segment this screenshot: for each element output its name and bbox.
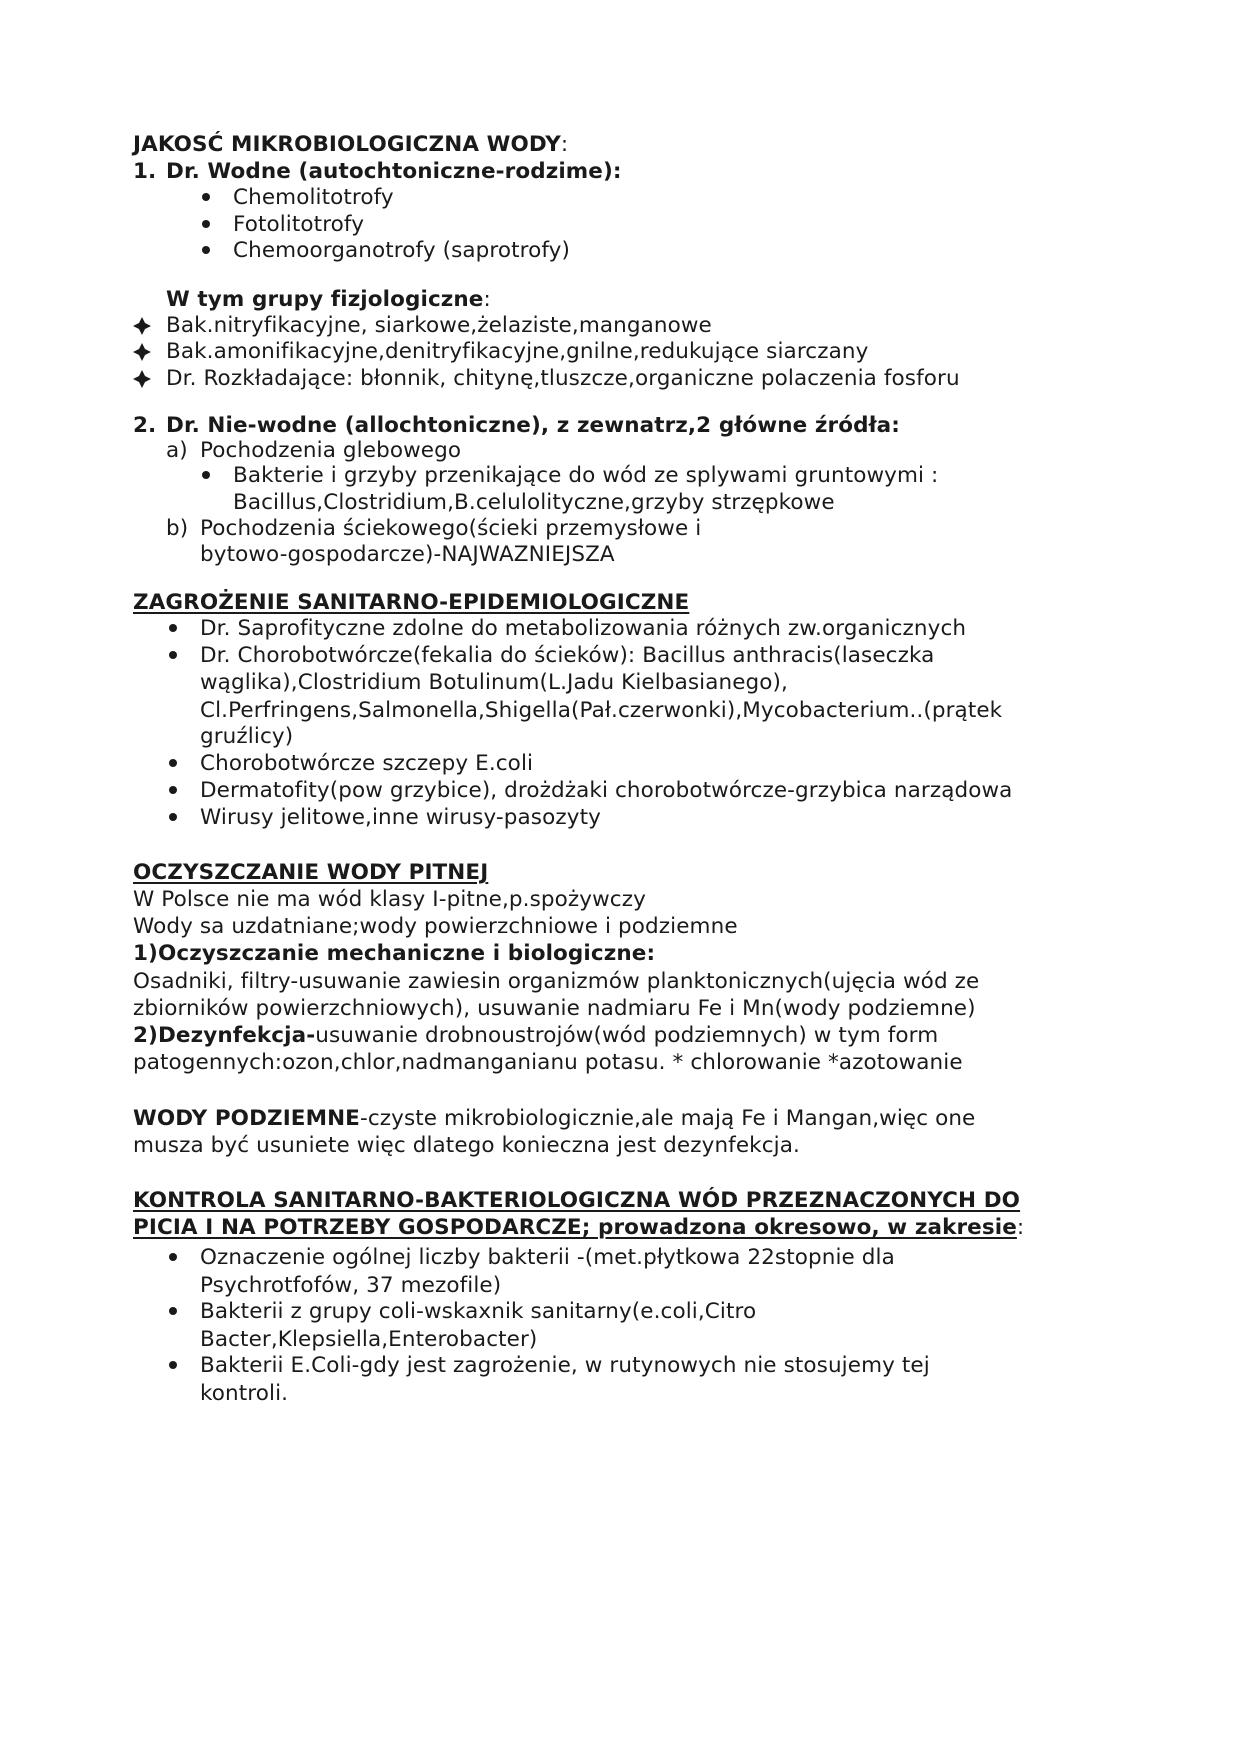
section-2-number: 2. <box>133 413 157 438</box>
list-item-continuation: kontroli. <box>200 1381 289 1406</box>
groups-heading-text: W tym grupy fizjologiczne <box>166 287 484 312</box>
bullet-icon <box>169 1361 177 1369</box>
list-item: Bakterie i grzyby przenikające do wód ze splywami gruntowymi : <box>233 463 939 488</box>
title-colon: : <box>560 132 569 157</box>
groundwater-line <box>133 1104 975 1134</box>
paragraph-line: patogennych:ozon,chlor,nadmanganianu potasu. * chlorowanie *azotowanie <box>133 1050 963 1075</box>
bullet-icon <box>169 813 177 821</box>
list-item-continuation: Cl.Perfringens,Salmonella,Shigella(Pał.czerwonki),Mycobacterium..(prątek <box>200 698 1003 723</box>
paragraph-line: zbiorników powierzchniowych), usuwanie nadmiaru Fe i Mn(wody podziemne) <box>133 996 976 1021</box>
paragraph-line: musza być usuniete więc dlatego konieczna jest dezynfekcja. <box>133 1133 800 1158</box>
step-2-line <box>133 1021 938 1051</box>
bullet-icon <box>202 246 210 254</box>
list-item: Dr. Chorobotwórcze(fekalia do ścieków): Bacillus anthracis(laseczka <box>200 643 935 668</box>
diamond-bullet-icon <box>133 370 151 388</box>
list-item: Wirusy jelitowe,inne wirusy-pasozyty <box>200 805 601 830</box>
sublist-label: b) <box>166 516 189 541</box>
bullet-icon <box>202 193 210 201</box>
step-2-text: usuwanie drobnoustrojów(wód podziemnych) w tym form <box>315 1023 939 1048</box>
list-item: Dr. Rozkładające: błonnik, chitynę,tluszcze,organiczne polaczenia fosforu <box>166 366 960 391</box>
bullet-icon <box>202 471 210 479</box>
groups-heading-colon: : <box>483 287 491 312</box>
document-title <box>133 130 568 160</box>
groundwater-text: -czyste mikrobiologicznie,ale mają Fe i Mangan,więc one <box>359 1106 976 1131</box>
bullet-icon <box>169 759 177 767</box>
list-item: Dermatofity(pow grzybice), drożdżaki chorobotwórcze-grzybica narządowa <box>200 778 1013 803</box>
list-item: Chemoorganotrofy (saprotrofy) <box>233 238 570 263</box>
threat-heading: ZAGROŻENIE SANITARNO-EPIDEMIOLOGICZNE <box>133 590 690 615</box>
bullet-icon <box>202 220 210 228</box>
title-text: JAKOSĆ MIKROBIOLOGICZNA WODY <box>133 132 561 157</box>
list-item: Oznaczenie ogólnej liczby bakterii -(met.płytkowa 22stopnie dla <box>200 1245 895 1270</box>
purification-heading: OCZYSZCZANIE WODY PITNEJ <box>133 860 489 885</box>
bullet-icon <box>169 624 177 632</box>
control-heading-line-2 <box>133 1213 1024 1243</box>
section-2-heading: Dr. Nie-wodne (allochtoniczne), z zewnatrz,2 główne źródła: <box>166 413 900 438</box>
sublist-item-continuation: bytowo-gospodarcze)-NAJWAZNIEJSZA <box>200 542 615 567</box>
list-item: Dr. Saprofityczne zdolne do metabolizowania różnych zw.organicznych <box>200 616 967 641</box>
diamond-bullet-icon <box>133 317 151 335</box>
list-item: Chorobotwórcze szczepy E.coli <box>200 751 534 776</box>
list-item: Bak.amonifikacyjne,denitryfikacyjne,gnilne,redukujące siarczany <box>166 339 869 364</box>
section-1-number: 1. <box>133 159 157 184</box>
list-item: Chemolitotrofy <box>233 185 394 210</box>
step-2-label: 2)Dezynfekcja- <box>133 1023 316 1048</box>
list-item-continuation: wąglika),Clostridium Botulinum(L.Jadu Kielbasianego), <box>200 670 788 695</box>
bullet-icon <box>169 786 177 794</box>
list-item: Bak.nitryfikacyjne, siarkowe,żelaziste,manganowe <box>166 313 712 338</box>
step-1-heading: 1)Oczyszczanie mechaniczne i biologiczne: <box>133 941 656 966</box>
list-item: Fotolitotrofy <box>233 212 365 237</box>
sublist-item: Pochodzenia ściekowego(ścieki przemysłowe i <box>200 516 702 541</box>
sublist-item: Pochodzenia glebowego <box>200 438 462 463</box>
diamond-bullet-icon <box>133 343 151 361</box>
list-item-continuation: Bacter,Klepsiella,Enterobacter) <box>200 1327 538 1352</box>
paragraph-line: Wody sa uzdatniane;wody powierzchniowe i podziemne <box>133 914 738 939</box>
list-item: Bakterii z grupy coli-wskaxnik sanitarny(e.coli,Citro <box>200 1299 757 1324</box>
sublist-label: a) <box>166 438 188 463</box>
paragraph-line: Osadniki, filtry-usuwanie zawiesin organizmów planktonicznych(ujęcia wód ze <box>133 969 980 994</box>
list-item: Bakterii E.Coli-gdy jest zagrożenie, w rutynowych nie stosujemy tej <box>200 1353 930 1378</box>
control-heading-text: PICIA I NA POTRZEBY GOSPODARCZE; prowadzona okresowo, w zakresie <box>133 1215 1017 1240</box>
list-item-continuation: gruźlicy) <box>200 724 294 749</box>
groundwater-label: WODY PODZIEMNE <box>133 1106 360 1131</box>
bullet-icon <box>169 1253 177 1261</box>
list-item-continuation: Psychrotfofów, 37 mezofile) <box>200 1273 502 1298</box>
list-item-continuation: Bacillus,Clostridium,B.celulolityczne,grzyby strzępkowe <box>233 490 835 515</box>
control-heading-colon: : <box>1016 1215 1025 1240</box>
section-1-heading: Dr. Wodne (autochtoniczne-rodzime): <box>166 159 622 184</box>
paragraph-line: W Polsce nie ma wód klasy I-pitne,p.spożywczy <box>133 887 646 912</box>
bullet-icon <box>169 651 177 659</box>
control-heading-line-1: KONTROLA SANITARNO-BAKTERIOLOGICZNA WÓD PRZEZNACZONYCH DO <box>133 1188 1021 1213</box>
bullet-icon <box>169 1307 177 1315</box>
